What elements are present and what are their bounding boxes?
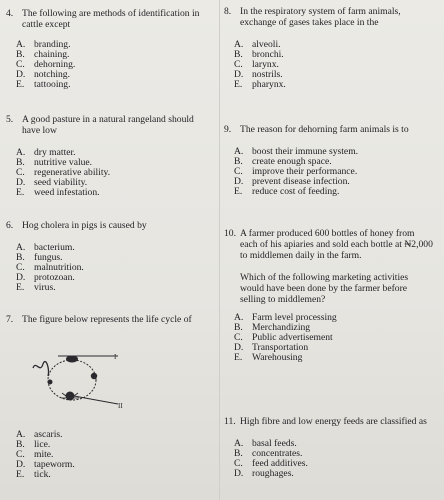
question-9 (224, 124, 434, 197)
question-stem-2: Which of the following marketing activities would have been done by the farmer before selling to middlemen? (240, 272, 409, 305)
option-b[interactable]: B. chaining. (16, 49, 70, 60)
option-b[interactable]: B. create enough space. (234, 156, 332, 167)
life-cycle-diagram (28, 348, 124, 412)
question-stem: A farmer produced 600 bottles of honey from each of his apiaries and sold each bottle at ₦2,000 to middlemen daily in the farm. (240, 228, 433, 261)
column-divider (219, 0, 220, 500)
question-stem: A good pasture in a natural rangeland should have low (22, 114, 194, 136)
option-d[interactable]: D. notching. (16, 69, 70, 80)
figure-label-top: I (114, 353, 117, 361)
option-a[interactable]: A. ascaris. (16, 429, 63, 440)
option-e[interactable]: E. tick. (16, 469, 51, 480)
option-d[interactable]: D. roughages. (234, 468, 294, 479)
question-stem: In the respiratory system of farm animals, exchange of gases takes place in the (240, 6, 401, 28)
option-c[interactable]: C. improve their performance. (234, 166, 358, 177)
option-c[interactable]: C. malnutrition. (16, 262, 84, 273)
question-6 (6, 220, 206, 293)
option-a[interactable]: A. boost their immune system. (234, 146, 359, 157)
question-7 (6, 314, 206, 325)
option-d[interactable]: D. seed viability. (16, 177, 88, 188)
question-7-options (6, 430, 206, 480)
option-e[interactable]: E. reduce cost of feeding. (234, 186, 340, 197)
life-cycle-figure (28, 348, 124, 412)
question-8 (224, 6, 434, 90)
question-stem: Hog cholera in pigs is caused by (22, 220, 147, 231)
question-number: 7. (6, 314, 14, 325)
option-e[interactable]: E. weed infestation. (16, 187, 100, 198)
question-number: 8. (224, 6, 232, 17)
option-e[interactable]: E. tattooing. (16, 79, 71, 90)
option-a[interactable]: A. bacterium. (16, 242, 75, 253)
option-b[interactable]: B. lice. (16, 439, 51, 450)
option-a[interactable]: A. Farm level processing (234, 312, 337, 323)
stage-egg-icon (66, 356, 78, 363)
question-stem: The following are methods of identification in cattle except (22, 8, 200, 30)
option-d[interactable]: D. tapeworm. (16, 459, 75, 470)
option-b[interactable]: B. Merchandizing (234, 322, 311, 333)
question-10 (224, 228, 434, 363)
option-d[interactable]: D. nostrils. (234, 69, 283, 80)
stage-larva-icon (91, 373, 97, 379)
question-11 (224, 416, 434, 479)
figure-label-bottom: II (118, 402, 123, 410)
question-4 (6, 8, 206, 90)
stage-nymph-icon (48, 380, 53, 385)
option-b[interactable]: B. fungus. (16, 252, 63, 263)
option-e[interactable]: E. pharynx. (234, 79, 286, 90)
option-c[interactable]: C. Public advertisement (234, 332, 333, 343)
option-c[interactable]: C. regenerative ability. (16, 167, 111, 178)
option-a[interactable]: A. alveoli. (234, 39, 281, 50)
question-number: 6. (6, 220, 14, 231)
option-c[interactable]: C. larynx. (234, 59, 279, 70)
option-b[interactable]: B. nutritive value. (16, 157, 93, 168)
option-e[interactable]: E. virus. (16, 282, 56, 293)
question-number: 11. (224, 416, 236, 427)
question-stem: The reason for dehorning farm animals is to (240, 124, 409, 135)
option-c[interactable]: C. dehorning. (16, 59, 76, 70)
question-5 (6, 114, 206, 198)
option-c[interactable]: C. mite. (16, 449, 54, 460)
question-number: 10. (224, 228, 236, 239)
option-d[interactable]: D. prevent disease infection. (234, 176, 350, 187)
question-number: 5. (6, 114, 14, 125)
question-number: 4. (6, 8, 14, 19)
option-e[interactable]: E. Warehousing (234, 352, 303, 363)
option-a[interactable]: A. dry matter. (16, 147, 76, 158)
question-stem: The figure below represents the life cycle of (22, 314, 192, 325)
question-stem: High fibre and low energy feeds are classified as (240, 416, 427, 427)
option-c[interactable]: C. feed additives. (234, 458, 308, 469)
stage-adult-icon (66, 392, 75, 401)
option-b[interactable]: B. concentrates. (234, 448, 303, 459)
option-a[interactable]: A. branding. (16, 39, 71, 50)
option-a[interactable]: A. basal feeds. (234, 438, 297, 449)
option-d[interactable]: D. protozoan. (16, 272, 75, 283)
option-b[interactable]: B. bronchi. (234, 49, 284, 60)
option-d[interactable]: D. Transportation (234, 342, 309, 353)
question-number: 9. (224, 124, 232, 135)
